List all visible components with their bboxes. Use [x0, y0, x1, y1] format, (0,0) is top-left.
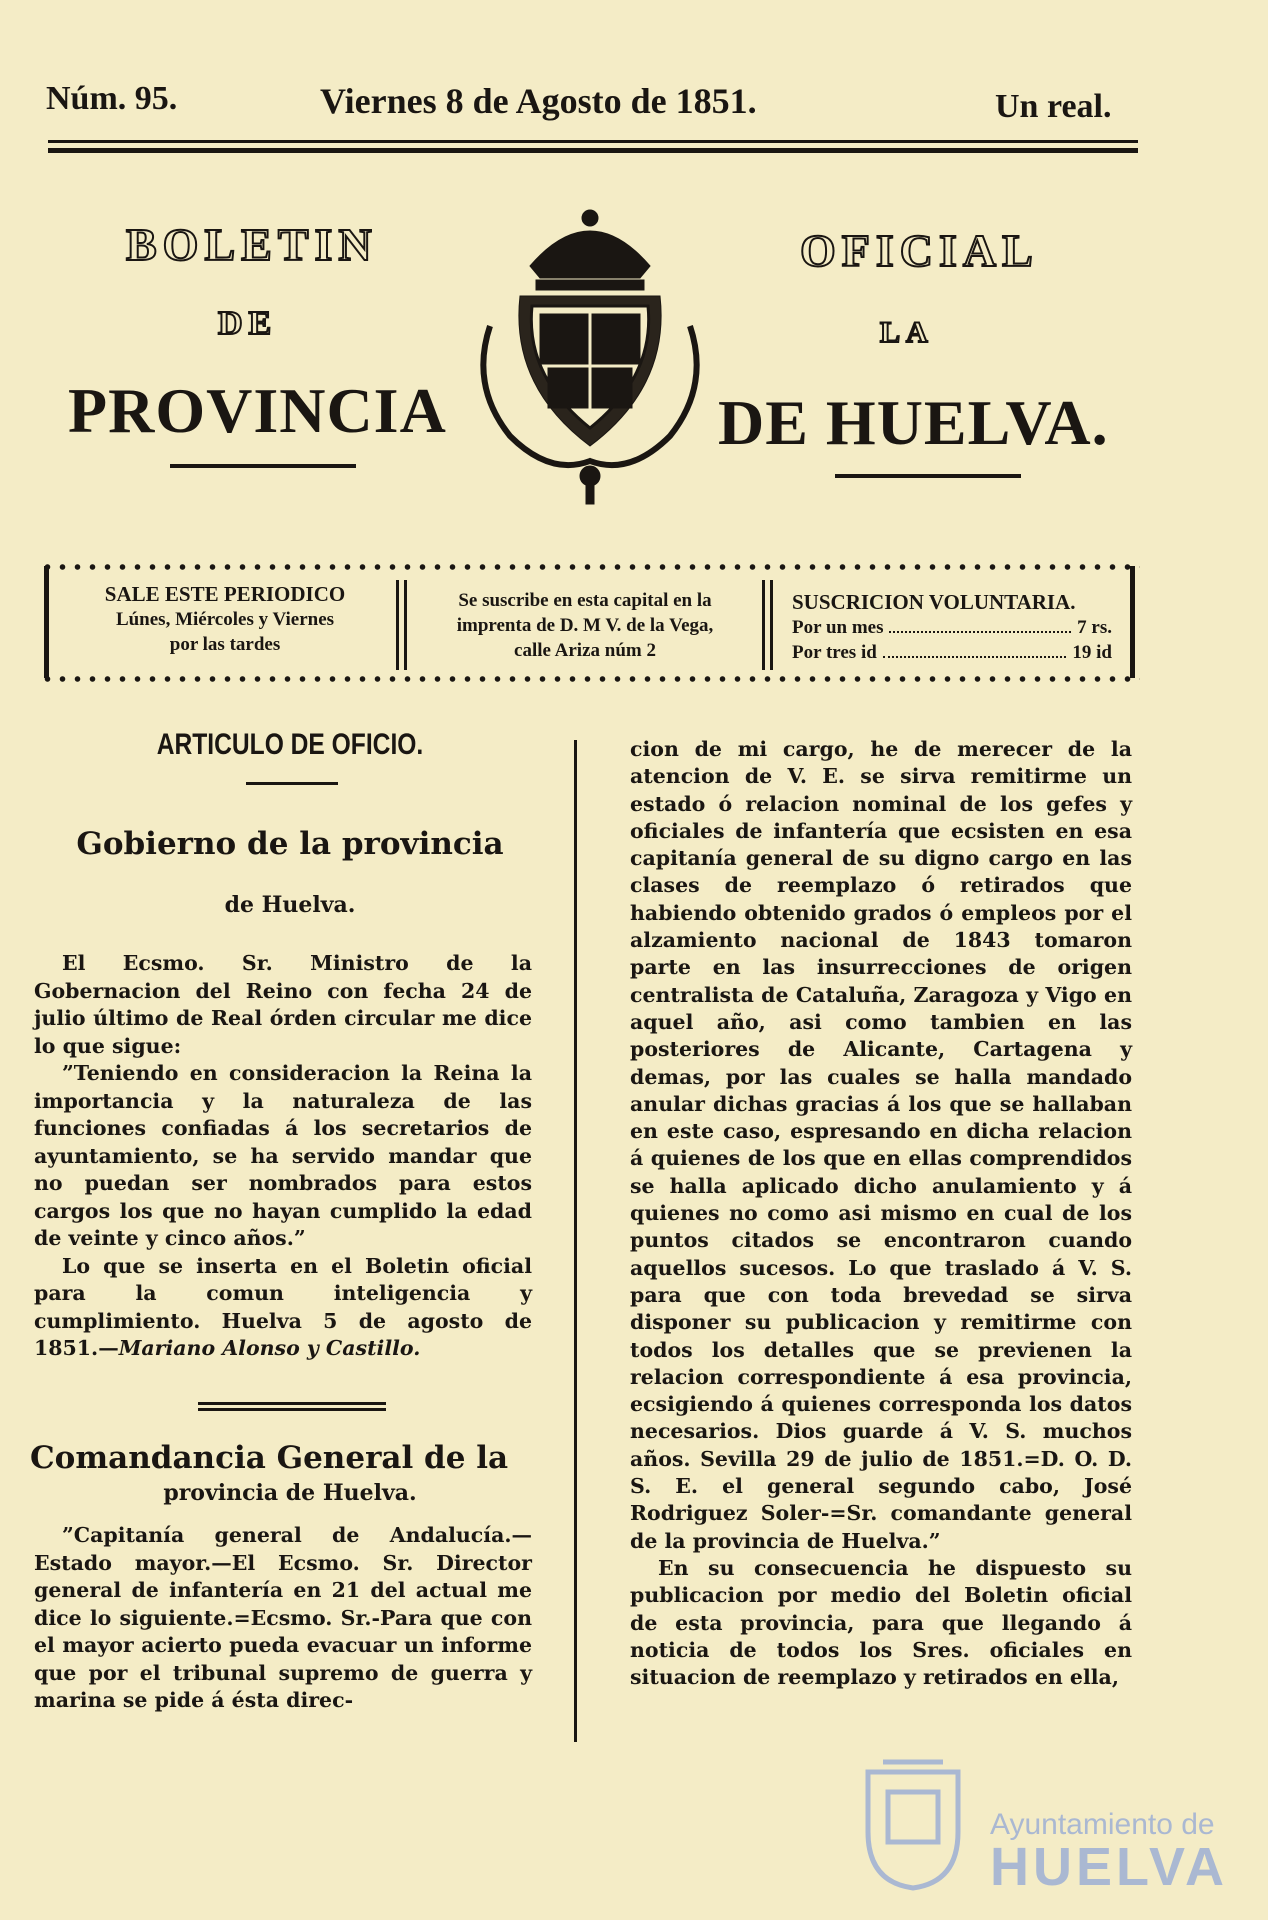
info-box-divider-2a [762, 580, 765, 670]
royal-coat-of-arms-icon [470, 206, 710, 506]
subscription-row-2-label: Por tres id [792, 642, 877, 663]
masthead-ornament-right [835, 474, 1021, 478]
separator-rule-bottom [198, 1408, 386, 1411]
subscription-place-1: Se suscribe en esta capital en la [458, 590, 712, 611]
ayuntamiento-shield-icon [858, 1752, 968, 1892]
heading-comandancia: Comandancia General de la [30, 1440, 509, 1476]
publishing-days: Lúnes, Miércoles y Viernes [115, 609, 335, 630]
closing-text: Lo que se inserta en el Boletin oficial para la comun inteligencia y cumplimiento. Huelva 5 de agosto de 1851.— [34, 1253, 532, 1360]
header-rule-bottom [48, 148, 1138, 153]
info-box-right [792, 590, 1112, 665]
right-column-text [630, 736, 1132, 1691]
subscription-row-1-label: Por un mes [792, 617, 884, 638]
masthead-de-huelva: DE HUELVA. [718, 387, 1109, 458]
subscription-row-2-value: 19 id [1072, 642, 1112, 663]
left-column-text-2 [34, 1522, 532, 1715]
paragraph-consecuencia: En su consecuencia he dispuesto su publicacion por medio del Boletin oficial de esta provincia, para que llegando á noticia de todos los Sres. oficiales en situacion de reemplazo y retirados en ella, [630, 1555, 1132, 1690]
watermark-huelva: HUELVA [990, 1837, 1228, 1897]
signature: Mariano Alonso y Castillo. [118, 1336, 421, 1360]
masthead-de: DE [218, 305, 278, 342]
info-box-right-edge [1130, 566, 1135, 678]
separator-rule-top [198, 1402, 386, 1405]
paragraph-circular-intro: El Ecsmo. Sr. Ministro de la Gobernacion del Reino con fecha 24 de julio último de Real órden circular me dice lo que sigue: [34, 951, 532, 1058]
left-column-text-1 [34, 950, 532, 1363]
paragraph-circular-quote: ”Teniendo en consideracion la Reina la importancia y la naturaleza de las funciones confiadas á los secretarios de ayuntamiento, se ha servido mandar que no puedan ser nombrados para estos cargos los que no hayan cumplido la edad de veinte y cinco años.” [34, 1061, 532, 1250]
info-box-bottom-border [40, 674, 1140, 684]
masthead-la: LA [880, 316, 934, 349]
publishing-days-title: SALE ESTE PERIODICO [104, 582, 346, 606]
section-title-rule [246, 782, 338, 785]
subscription-row-1-value: 7 rs. [1077, 617, 1112, 638]
info-box-divider-1a [396, 580, 399, 670]
info-box-left [70, 582, 380, 657]
header-rule-top [48, 140, 1138, 143]
masthead-boletin: BOLETIN [126, 219, 378, 270]
section-title: ARTICULO DE OFICIO. [156, 728, 424, 761]
watermark-ayuntamiento: Ayuntamiento de [990, 1808, 1215, 1841]
info-box-middle [420, 588, 750, 663]
heading-comandancia-sub: provincia de Huelva. [163, 1480, 417, 1506]
publishing-time: por las tardes [169, 634, 281, 655]
info-box-top-border [40, 562, 1140, 572]
subscription-place-2: imprenta de D. M V. de la Vega, [456, 615, 714, 636]
issue-number: Núm. 95. [46, 80, 178, 117]
subscription-place-3: calle Ariza núm 2 [514, 640, 656, 661]
heading-gobierno-sub: de Huelva. [224, 892, 356, 918]
info-box-left-edge [44, 566, 49, 678]
subscription-title: SUSCRICION VOLUNTARIA. [792, 590, 1076, 614]
subscription-row-1 [792, 615, 1112, 640]
heading-gobierno: Gobierno de la provincia [76, 826, 504, 862]
masthead-ornament-left [170, 464, 356, 468]
paragraph-capitania: ”Capitanía general de Andalucía.—Estado mayor.—El Ecsmo. Sr. Director general de infantería en 21 del actual me dice lo siguiente.=Ecsmo. Sr.-Para que con el mayor acierto pueda evacuar un informe que por el tribunal supremo de guerra y marina se pide á ésta direc- [34, 1523, 532, 1712]
issue-price: Un real. [995, 88, 1112, 125]
subscription-row-2 [792, 640, 1112, 665]
info-box-divider-2b [770, 580, 773, 670]
issue-date: Viernes 8 de Agosto de 1851. [320, 81, 757, 121]
paragraph-continuation: cion de mi cargo, he de merecer de la atencion de V. E. se sirva remitirme un estado ó relacion nominal de los gefes y oficiales de infantería que ecsisten en esa capitanía general de su digno cargo en las clases de reemplazo ó retirados que habiendo obtenido grados ó empleos por el alzamiento nacional de 1843 tomaron parte en las insurrecciones de origen centralista de Cataluña, Zaragoza y Vigo en aquel año, asi como tambien en las posteriores de Alicante, Cartagena y demas, por las cuales se halla mandado anular dichas gracias á los que se hallaban en este caso, espresando en dicha relacion á quienes de los que en ellas comprendidos se halla aplicado dicho anulamiento y á quienes no como asi mismo en cual de los puntos citados se encontraron cuando aquellos sucesos. Lo que traslado á V. S. para que con toda brevedad se sirva disponer su publicacion y remitirme con todos los detalles que se previenen la relacion correspondiente á esa provincia, ecsigiendo á quienes corresponda los datos necesarios. Dios guarde á V. S. muchos años. Sevilla 29 de julio de 1851.=D. O. D. S. E. el general segundo cabo, José Rodriguez Soler-=Sr. comandante general de la provincia de Huelva.” [630, 737, 1132, 1553]
paragraph-circular-closing [34, 1253, 532, 1363]
column-divider [574, 740, 577, 1742]
info-box-divider-1b [404, 580, 407, 670]
masthead-provincia: PROVINCIA [68, 375, 447, 446]
masthead-oficial: OFICIAL [800, 225, 1039, 276]
